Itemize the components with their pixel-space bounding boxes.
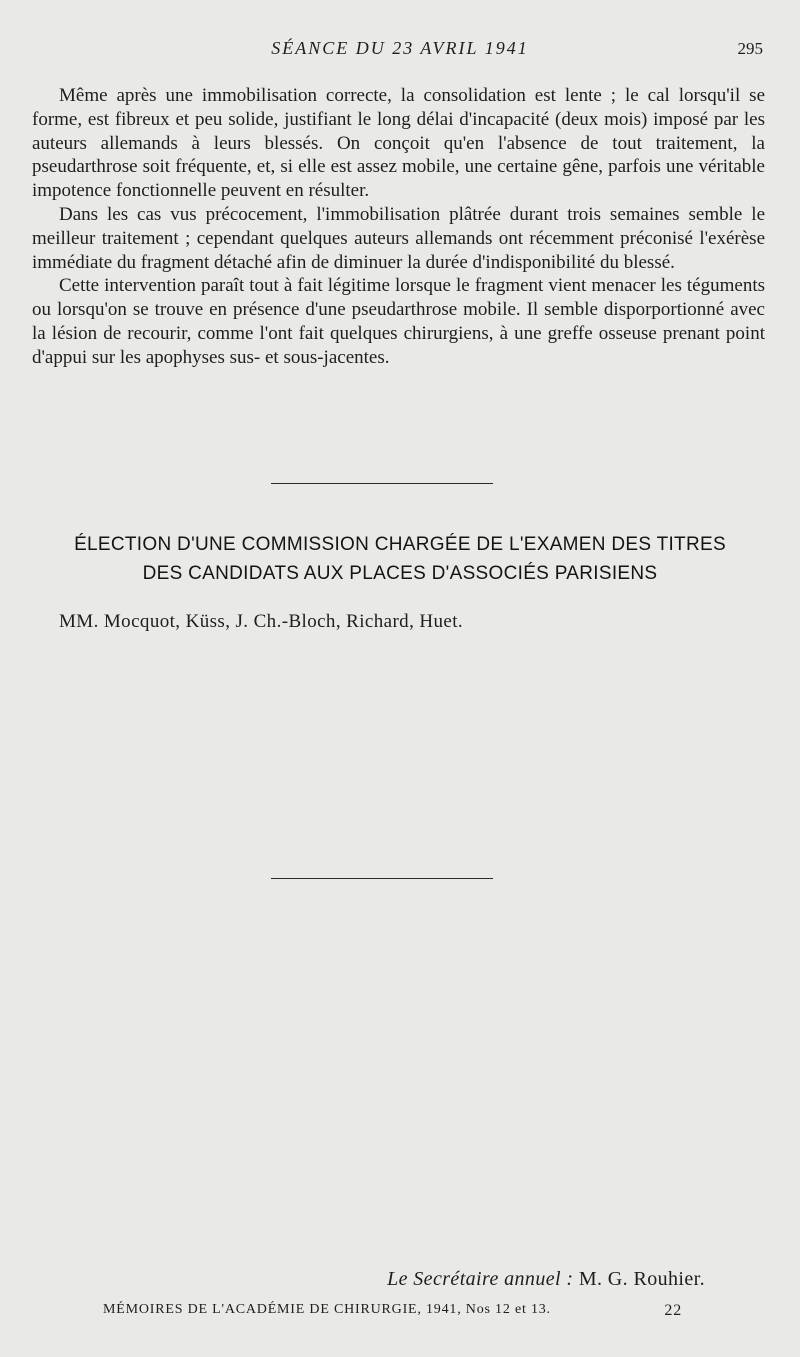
commission-members: MM. Mocquot, Küss, J. Ch.-Bloch, Richard, Huet.: [59, 611, 464, 632]
body-text: [32, 84, 765, 370]
section-divider-bottom: [271, 878, 493, 879]
signature: [387, 1268, 705, 1291]
page-number: 295: [737, 39, 763, 58]
section-title: [20, 530, 780, 588]
signature-name: M. G. Rouhier.: [578, 1268, 705, 1290]
signature-role: Le Secrétaire annuel :: [387, 1268, 574, 1290]
running-header: [32, 38, 768, 68]
page-footer: [103, 1302, 682, 1326]
paragraph-2: Dans les cas vus précocement, l'immobilisation plâtrée durant trois semaines semble le meilleur traitement ; cependant quelques auteurs allemands ont récemment préconisé l'exérèse immédiate du fragment détaché afin de diminuer la durée d'indisponibilité du blessé.: [32, 203, 765, 273]
running-header-title: SÉANCE DU 23 AVRIL 1941: [271, 38, 529, 58]
section-title-line-2: DES CANDIDATS AUX PLACES D'ASSOCIÉS PARISIENS: [142, 563, 658, 584]
section-divider-top: [271, 483, 493, 484]
sheet-number: 22: [664, 1302, 682, 1319]
paragraph-1: Même après une immobilisation correcte, la consolidation est lente ; le cal lorsqu'il se forme, est fibreux et peu solide, justifiant le long délai d'incapacité (deux mois) imposé par les auteurs allemands à leurs blessés. On conçoit qu'en l'absence de tout traitement, la pseudarthrose soit fréquente, et, si elle est assez mobile, une certaine gêne, parfois une véritable impotence fonctionnelle peuvent en résulter.: [32, 85, 765, 202]
journal-citation: MÉMOIRES DE L'ACADÉMIE DE CHIRURGIE, 1941, Nos 12 et 13.: [103, 1302, 551, 1317]
paragraph-3: Cette intervention paraît tout à fait légitime lorsque le fragment vient menacer les téguments ou lorsqu'on se trouve en présence d'une pseudarthrose mobile. Il semble disporportionné avec la lésion de recourir, comme l'ont fait quelques chirurgiens, à une greffe osseuse prenant point d'appui sur les apophyses sus- et sous-jacentes.: [32, 275, 765, 368]
section-title-line-1: ÉLECTION D'UNE COMMISSION CHARGÉE DE L'EXAMEN DES TITRES: [74, 534, 726, 555]
